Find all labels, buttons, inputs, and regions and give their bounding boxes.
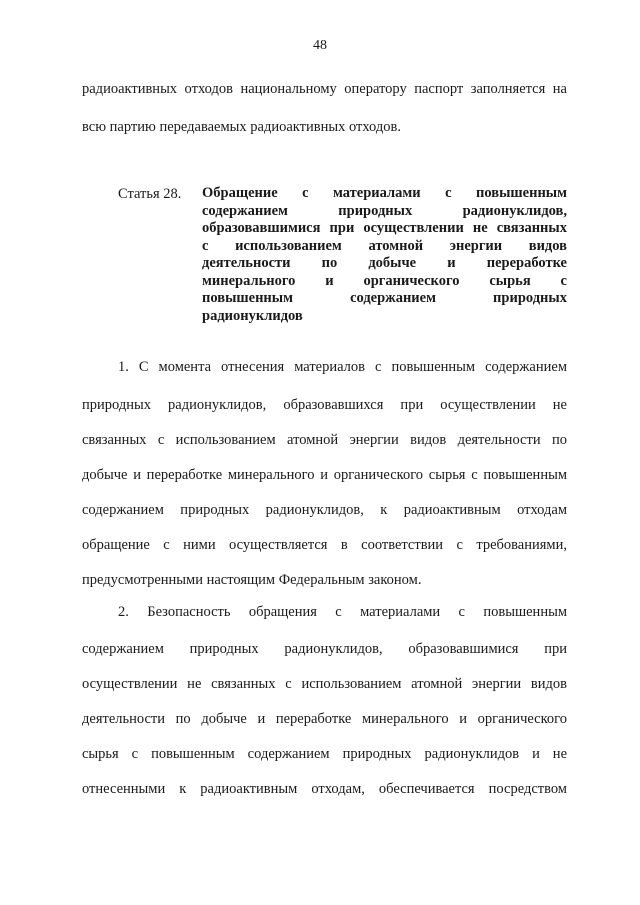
paragraph-1-line: связанных с использованием атомной энергии видов деятельности по [82, 432, 567, 448]
paragraph-1-line: содержанием природных радионуклидов, к радиоактивным отходам [82, 502, 567, 518]
paragraph-2-line: сырья с повышенным содержанием природных радионуклидов и не [82, 746, 567, 762]
paragraph-1-line: обращение с ними осуществляется в соответствии с требованиями, [82, 537, 567, 553]
paragraph-1-line: предусмотренными настоящим Федеральным законом. [82, 572, 422, 588]
article-heading-line: Обращение с материалами с повышенным [202, 185, 567, 201]
article-heading-line: повышенным содержанием природных [202, 290, 567, 306]
article-heading-line: образовавшимися при осуществлении не связанных [202, 220, 567, 236]
paragraph-1-line: 1. С момента отнесения материалов с повышенным содержанием [118, 359, 567, 375]
paragraph-1-line: добыче и переработке минерального и органического сырья с повышенным [82, 467, 567, 483]
paragraph-1-line: природных радионуклидов, образовавшихся при осуществлении не [82, 397, 567, 413]
article-heading-line: с использованием атомной энергии видов [202, 237, 567, 254]
page-number: 48 [313, 38, 327, 53]
article-heading-line: деятельности по добыче и переработке [202, 255, 567, 271]
paragraph-2-line: деятельности по добыче и переработке минерального и органического [82, 711, 567, 727]
paragraph-2-line: отнесенными к радиоактивным отходам, обеспечивается посредством [82, 781, 567, 797]
intro-line: радиоактивных отходов национальному оператору паспорт заполняется на [82, 81, 567, 97]
article-heading [202, 185, 567, 325]
article-label: Статья 28. [118, 186, 182, 202]
intro-line: всю партию передаваемых радиоактивных отходов. [82, 119, 401, 135]
article-heading-line: содержанием природных радионуклидов, [202, 202, 567, 219]
paragraph-2-line: содержанием природных радионуклидов, образовавшимися при [82, 641, 567, 657]
paragraph-2-line: осуществлении не связанных с использованием атомной энергии видов [82, 676, 567, 692]
paragraph-2-line: 2. Безопасность обращения с материалами с повышенным [118, 604, 567, 620]
article-heading-line: радионуклидов [202, 307, 303, 324]
article-heading-line: минерального и органического сырья с [202, 272, 567, 289]
